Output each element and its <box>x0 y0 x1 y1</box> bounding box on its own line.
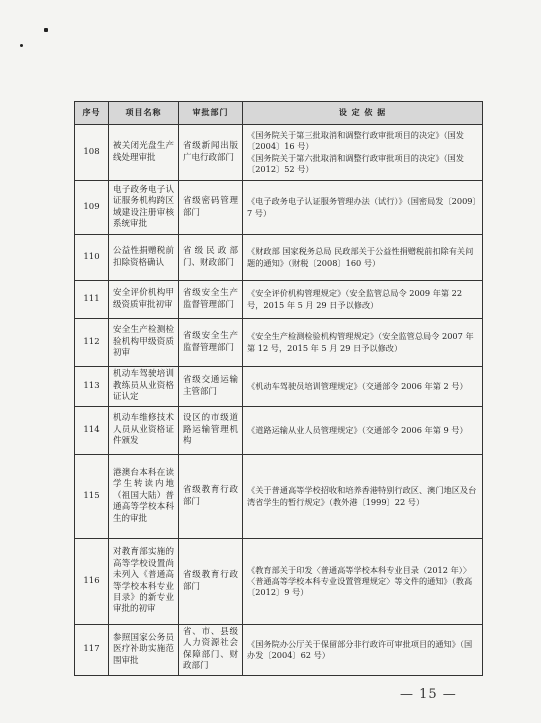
row-number: 109 <box>75 181 109 235</box>
row-legal-basis <box>243 235 483 281</box>
row-approval-dept: 省级新闻出版广电行政部门 <box>179 125 243 181</box>
row-legal-basis <box>243 455 483 539</box>
row-legal-basis <box>243 319 483 367</box>
legal-basis-entry: 《道路运输从业人员管理规定》（交通部令 2006 年第 9 号） <box>247 424 468 435</box>
header-number: 序号 <box>75 102 109 125</box>
row-approval-dept: 省级密码管理部门 <box>179 181 243 235</box>
row-item-name: 参照国家公务员医疗补助实施范围审批 <box>109 625 179 676</box>
legal-basis-entry: 《关于普通高等学校招收和培养香港特别行政区、澳门地区及台湾省学生的暂行规定》（教外港〔1999〕22 号） <box>247 485 477 507</box>
table-row <box>75 181 483 235</box>
row-legal-basis <box>243 539 483 625</box>
table-row <box>75 281 483 319</box>
table-row <box>75 539 483 625</box>
scan-dot <box>20 44 23 47</box>
row-number: 117 <box>75 625 109 676</box>
row-legal-basis <box>243 625 483 676</box>
legal-basis-entry: 《国务院办公厅关于保留部分非行政许可审批项目的通知》（国办发〔2004〕62 号） <box>247 638 473 660</box>
table-row <box>75 407 483 455</box>
header-approval-dept: 审批部门 <box>179 102 243 125</box>
row-approval-dept: 省、市、县级人力资源社会保障部门、财政部门 <box>179 625 243 676</box>
table-body <box>75 125 483 676</box>
table-row <box>75 319 483 367</box>
row-item-name: 电子政务电子认证服务机构跨区域建设注册审核系统审批 <box>109 181 179 235</box>
scan-mark <box>44 28 48 32</box>
legal-basis-entry: 《安全评价机构管理规定》（安全监管总局令 2009 年第 22 号，2015 年 5 月 29 日予以修改） <box>247 288 463 310</box>
legal-basis-entry: 《财政部 国家税务总局 民政部关于公益性捐赠税前扣除有关问题的通知》（财税〔2008〕160 号） <box>247 246 474 268</box>
row-approval-dept: 省级教育行政部门 <box>179 455 243 539</box>
row-number: 110 <box>75 235 109 281</box>
legal-basis-entry: 《安全生产检测检验机构管理规定》（安全监管总局令 2007 年第 12 号，2015 年 5 月 29 日予以修改） <box>247 331 474 353</box>
row-number: 113 <box>75 367 109 407</box>
row-item-name: 机动车驾驶培训教练员从业资格证认定 <box>109 367 179 407</box>
row-legal-basis <box>243 367 483 407</box>
approval-items-table <box>74 101 483 676</box>
table-row <box>75 235 483 281</box>
row-number: 115 <box>75 455 109 539</box>
header-item-name: 项目名称 <box>109 102 179 125</box>
row-approval-dept: 省级安全生产监督管理部门 <box>179 281 243 319</box>
table-row <box>75 125 483 181</box>
row-number: 112 <box>75 319 109 367</box>
legal-basis-entry: 《机动车驾驶员培训管理规定》（交通部令 2006 年第 2 号） <box>247 380 468 391</box>
row-item-name: 安全评价机构甲级资质审批初审 <box>109 281 179 319</box>
page-number: — 15 — <box>400 687 457 702</box>
row-legal-basis <box>243 281 483 319</box>
table-row <box>75 625 483 676</box>
row-item-name: 机动车维修技术人员从业资格证件颁发 <box>109 407 179 455</box>
row-item-name: 港澳台本科在读学生转读内地（祖国大陆）普通高等学校本科生的审批 <box>109 455 179 539</box>
legal-basis-entry: 《国务院关于第三批取消和调整行政审批项目的决定》（国发〔2004〕16 号） <box>247 130 464 152</box>
header-legal-basis: 设 定 依 据 <box>243 102 483 125</box>
row-number: 111 <box>75 281 109 319</box>
row-number: 108 <box>75 125 109 181</box>
row-number: 116 <box>75 539 109 625</box>
row-approval-dept: 省级教育行政部门 <box>179 539 243 625</box>
row-approval-dept: 省级安全生产监督管理部门 <box>179 319 243 367</box>
row-number: 114 <box>75 407 109 455</box>
row-approval-dept: 省级交通运输主管部门 <box>179 367 243 407</box>
legal-basis-entry: 《国务院关于第六批取消和调整行政审批项目的决定》（国发〔2012〕52 号） <box>247 152 464 174</box>
table-header-row <box>75 102 483 125</box>
row-approval-dept: 省级民政部门、财政部门 <box>179 235 243 281</box>
row-legal-basis <box>243 125 483 181</box>
table-row <box>75 455 483 539</box>
row-approval-dept: 设区的市级道路运输管理机构 <box>179 407 243 455</box>
table-row <box>75 367 483 407</box>
row-item-name: 公益性捐赠税前扣除资格确认 <box>109 235 179 281</box>
legal-basis-entry: 《教育部关于印发〈普通高等学校本科专业目录（2012 年）〉〈普通高等学校本科专业设置管理规定〉等文件的通知》（教高〔2012〕9 号） <box>247 564 473 598</box>
row-item-name: 被关闭光盘生产线处理审批 <box>109 125 179 181</box>
row-item-name: 安全生产检测检验机构甲级资质初审 <box>109 319 179 367</box>
row-item-name: 对教育部实施的高等学校设置尚未列入《普通高等学校本科专业目录》的新专业审批的初审 <box>109 539 179 625</box>
row-legal-basis <box>243 181 483 235</box>
row-legal-basis <box>243 407 483 455</box>
legal-basis-entry: 《电子政务电子认证服务管理办法（试行）》（国密局发〔2009〕7 号） <box>247 196 477 218</box>
